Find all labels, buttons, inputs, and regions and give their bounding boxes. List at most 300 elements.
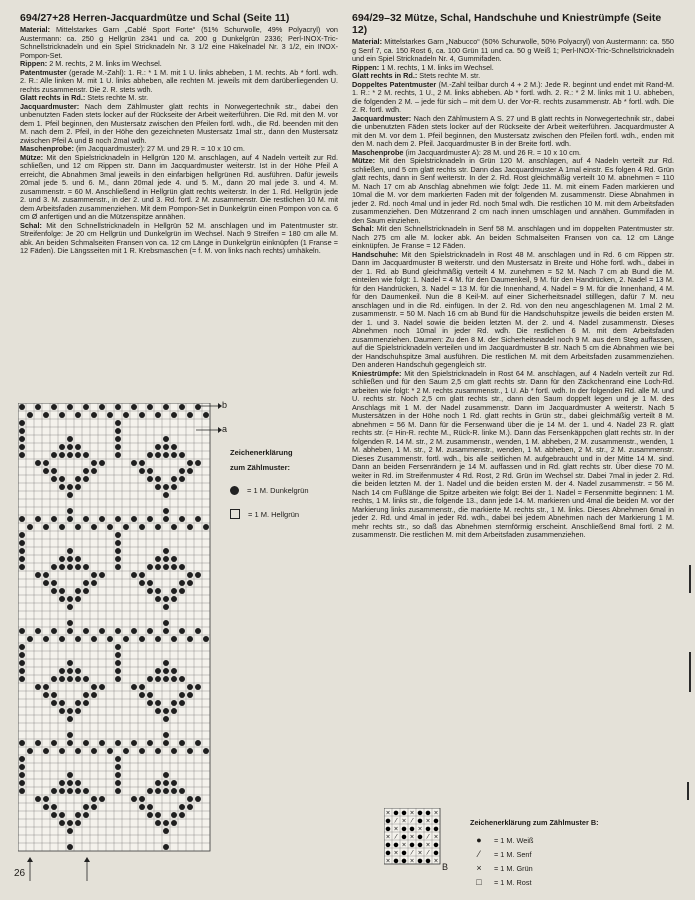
page-number: 26 [14, 868, 26, 879]
dark-stitch [35, 404, 41, 410]
legend-b-row-rost [470, 875, 660, 889]
dark-stitch [51, 628, 57, 634]
dark-stitch [155, 780, 161, 786]
dark-stitch [195, 740, 201, 746]
dark-stitch [59, 444, 65, 450]
dark-stitch [139, 412, 145, 418]
chart-b-stitch-symbol: ● [417, 809, 423, 817]
chart-b-stitch-symbol: ⁄ [395, 833, 397, 841]
dark-stitch [155, 748, 161, 754]
dark-stitch [51, 516, 57, 522]
chart-b-stitch-symbol: ● [401, 825, 407, 833]
dark-stitch [171, 564, 177, 570]
dark-stitch [115, 404, 121, 410]
dark-stitch [83, 804, 89, 810]
chart-b-stitch-symbol: ● [425, 809, 431, 817]
right-paragraph-lead: Rippen: [352, 62, 380, 72]
right-paragraph-text: Mit den Spielstricknadeln in Rost 64 M. anschlagen, auf 4 Nadeln verteilt zur Rd. schließen und für den Saum 2,5 cm glatt rechts str. Dann für den Zäckchenrand eine Loch-Rd. arbeiten wie folgt: * 2 M. rechts zusammenstr., 1 U. Ab * fortl. wdh. In der folgenden Rd. alle M. und U. rechts str. Noch 2,5 cm glatt rechts str., dann den Saum doppelt legen und je 1 M. des Anschlags mit 1 M. der Nadel zusammenstr. Dann im Jacquardmuster A weiterstr. Nach 5 Mustersätzen in der Höhe noch 1 Rd. glatt rechts in Grün str., dabei gleichmäßig verteilt 8 M. abnehmen = 56 M. Dann für die Fersenwand über die je 14 M. der 1. und 4. Nadel 23 R. glatt rechts str. (= Hin-R. rechte M., Rück-R. linke M.). Dann das Fersenkäppchen glatt rechts str. In der folgenden R. 14 M. str., 2 M. zusammenstr., wenden, 1 M. abheben, 2 M. zusammenstr., wenden, 1 M. abheben, 1 M. str., 2 M. zusammenstr., wenden, 1 M. abheben, 2 M. str., 2 M. zusammenstr. Dieses Zusammenstr. fortl. wdh., bis alle seitlichen M. aufgebraucht und in der Mitte 14 M. sind. Dann an beiden Fersenrändern je 14 M. auffassen und in Rd. glatt rechts str. Über diese 70 M. weiter in Rd. im Streifenmuster 4 Rd. Rost, 2 Rd. Grün im Wechsel str. Dabei 7mal in jeder 2. Rd. die beiden letzten M. der 1. Nadel und die beiden ersten M. der 4. Nadel zusammenstr. = 56 M. Nach 14 cm Fußlänge die Spitze arbeiten wie folgt: Bei der 1. Nadel = Fersenmitte beginnen: 1 M. rechts, 1 M. links str., die folgende 13., dann jede 14. M. markieren und 4mal die beiden M. vor der Markierung links zusammenstr., die markierte M. rechts str., 1 M. links. Dieses Abnehmen 6mal in jeder 2. Rd. und 4mal in jeder Rd. wdh., dabei bei jedem Abnehmen nach der Markierung 1 M. mehr rechts str., so daß das Abnehmen sternförmig erscheint. Anschließend 8mal fortl. 2 M. zusammenstr. Die restlichen M. mit dem Arbeitsfaden zusammenziehen. [352, 368, 674, 539]
chart-b-stitch-symbol: × [409, 833, 415, 841]
dark-stitch [195, 516, 201, 522]
chart-a-marker-b: b [222, 400, 228, 410]
dark-stitch [75, 444, 81, 450]
dark-stitch [147, 476, 153, 482]
dark-stitch [99, 740, 105, 746]
dark-stitch [131, 796, 137, 802]
left-paragraph-lead: Schal: [20, 220, 42, 230]
chart-a-row-arrows [196, 402, 222, 434]
dark-stitch [171, 788, 177, 794]
dark-stitch [107, 748, 113, 754]
right-body [352, 38, 674, 540]
dark-stitch [179, 788, 185, 794]
dark-stitch [19, 436, 25, 442]
right-paragraph [352, 38, 674, 64]
chart-b-marker: B [442, 862, 449, 872]
dark-stitch [91, 460, 97, 466]
dark-stitch [171, 780, 177, 786]
dark-stitch [19, 756, 25, 762]
dark-stitch [115, 420, 121, 426]
dark-stitch [115, 676, 121, 682]
dark-stitch [155, 588, 161, 594]
left-paragraph-lead: Rippen: [20, 59, 48, 68]
dark-stitch [43, 412, 49, 418]
chart-b-stitch-symbol: ● [417, 817, 423, 825]
dark-stitch [115, 564, 121, 570]
dark-stitch [67, 444, 73, 450]
chart-b-stitch-symbol: ● [385, 841, 391, 849]
dark-stitch [99, 684, 105, 690]
dark-stitch [27, 748, 33, 754]
dark-stitch [187, 692, 193, 698]
dark-stitch [115, 532, 121, 538]
dark-stitch [83, 676, 89, 682]
legend-b-label-gruen: = 1 M. Grün [494, 863, 533, 873]
dark-stitch [59, 812, 65, 818]
dark-stitch [75, 780, 81, 786]
dark-stitch [171, 484, 177, 490]
dark-stitch [155, 484, 161, 490]
dark-stitch [171, 412, 177, 418]
dark-stitch [131, 516, 137, 522]
dark-stitch [179, 468, 185, 474]
square-icon: □ [476, 877, 482, 887]
dark-stitch [147, 564, 153, 570]
dark-stitch [59, 700, 65, 706]
dark-stitch [147, 580, 153, 586]
dark-stitch [147, 788, 153, 794]
chart-b-stitch-symbol: × [417, 849, 423, 857]
right-paragraph [352, 370, 674, 540]
dark-stitch [51, 788, 57, 794]
dark-stitch [59, 780, 65, 786]
dark-stitch [179, 692, 185, 698]
dark-stitch [51, 404, 57, 410]
chart-b-stitch-symbol: ● [385, 825, 391, 833]
right-paragraph [352, 157, 674, 225]
dark-stitch [83, 692, 89, 698]
dark-stitch [35, 628, 41, 634]
dark-stitch [83, 404, 89, 410]
dark-stitch [163, 668, 169, 674]
dark-stitch [179, 700, 185, 706]
dark-stitch [51, 804, 57, 810]
chart-b-stitch-symbol: ● [393, 841, 399, 849]
left-paragraph-lead: Material: [20, 25, 51, 34]
dark-stitch [43, 572, 49, 578]
right-paragraph-lead: Schal: [352, 224, 374, 233]
cross-icon: × [476, 863, 482, 873]
dark-stitch [75, 452, 81, 458]
dark-stitch [163, 508, 169, 514]
dark-stitch [75, 524, 81, 530]
left-paragraph-text: 2 M. rechts, 2 M. links im Wechsel. [47, 59, 162, 68]
dark-stitch [179, 516, 185, 522]
left-paragraph-lead: Patentmuster [20, 67, 67, 77]
dark-stitch [75, 484, 81, 490]
dark-stitch [43, 796, 49, 802]
left-column [20, 12, 338, 256]
dark-stitch [147, 404, 153, 410]
dark-stitch [179, 452, 185, 458]
dark-stitch [115, 652, 121, 658]
dark-stitch [51, 692, 57, 698]
dark-stitch [155, 812, 161, 818]
dark-stitch [19, 564, 25, 570]
dark-stitch [147, 676, 153, 682]
dark-stitch [147, 468, 153, 474]
dark-stitch [83, 628, 89, 634]
dark-stitch [171, 700, 177, 706]
dark-stitch [155, 820, 161, 826]
dark-stitch [123, 524, 129, 530]
dark-stitch [91, 636, 97, 642]
dark-stitch [163, 788, 169, 794]
dark-stitch [99, 628, 105, 634]
dark-stitch [163, 740, 169, 746]
dark-stitch [75, 588, 81, 594]
legend-b-row-senf [470, 847, 660, 861]
dark-stitch [91, 804, 97, 810]
left-paragraph [20, 103, 338, 146]
dark-stitch [51, 468, 57, 474]
dark-stitch [83, 700, 89, 706]
right-paragraph-text: (M.-Zahl teilbar durch 4 + 2 M.): Jede R. beginnt und endet mit Rand-M. 1. R.: * 2 M. rechts, 1 U., 2 M. links abheben. Ab * fortl. wdh. 2. R.: * 2 M. links mit 1 U. abheben, die folgenden 2 M. – jede für sich – mit dem U. der Vor-R. rechts zusammenstr. Ab * fortl. wdh. Die 2. R. fortl. wdh. [352, 79, 674, 114]
chart-b-stitch-symbol: × [401, 817, 407, 825]
chart-b-stitch-symbol: × [417, 825, 423, 833]
legend-b-row-gruen [470, 861, 660, 875]
dark-stitch [163, 844, 169, 850]
dark-stitch [91, 796, 97, 802]
left-paragraph-text: Nach dem Zählmuster glatt rechts in Norwegertechnik str., dabei den unbenutzten Faden stets locker auf der Rückseite der Arbeit weiterführen. Die Rd. mit den M. vor dem 1. Pfeil beginnen, den Mustersatz zwischen den Pfeilen fortl. wdh., die Rd. beenden mit den M. nach dem 2. Pfeil, in der Höhe den gezeichneten Mustersatz 1mal str., dann den Mustersatz zwischen Pfeil A und B noch 2mal wdh. [20, 101, 338, 145]
chart-b-stitch-symbol: ● [433, 817, 439, 825]
dark-stitch [187, 468, 193, 474]
right-paragraph [352, 115, 674, 149]
right-paragraph [352, 251, 674, 370]
chart-b-stitch-symbol: × [433, 809, 439, 817]
dark-stitch [43, 460, 49, 466]
dark-stitch [107, 524, 113, 530]
dark-stitch [163, 716, 169, 722]
left-paragraph-text: (im Jacquardmuster): 27 M. und 29 R. = 10 x 10 cm. [73, 144, 245, 153]
chart-b-stitch-symbol: ● [425, 825, 431, 833]
dark-stitch [19, 628, 25, 634]
left-heading: 694/27+28 Herren-Jacquardmütze und Schal (Seite 11) [20, 12, 290, 24]
dark-stitch [35, 572, 41, 578]
dark-stitch [91, 524, 97, 530]
dark-stitch [155, 444, 161, 450]
dark-stitch [51, 588, 57, 594]
dark-stitch [163, 492, 169, 498]
left-paragraph-text: Mittelstarkes Garn „Cablé Sport Forte“ (51% Schurwolle, 49% Polyacryl) von Austermann: ca. 250 g Hellgrün 2341 und ca. 200 g Dunkelgrün 2336; Perl-INOX-Tric-Schnellstricknadeln und ein Spiel Stricknadeln Nr. 3 1/2 eine Häkelnadel Nr. 3 1/2, ein INOX-Pompon-Set. [20, 25, 338, 60]
dark-stitch [163, 628, 169, 634]
legend-a-title-1: Zeichenerklärung [230, 448, 293, 457]
dark-stitch [99, 572, 105, 578]
dark-stitch [19, 660, 25, 666]
right-paragraph-lead: Doppeltes Patentmuster [352, 79, 437, 89]
left-paragraph [20, 222, 338, 256]
dark-stitch [43, 468, 49, 474]
legend-a-row-dark [230, 486, 340, 495]
dark-stitch [139, 524, 145, 530]
dark-stitch [59, 524, 65, 530]
dark-stitch [179, 564, 185, 570]
dark-stitch [163, 780, 169, 786]
left-paragraph-lead: Jacquardmuster: [20, 101, 80, 111]
dark-stitch [179, 628, 185, 634]
dark-stitch [187, 804, 193, 810]
left-paragraph [20, 154, 338, 222]
right-paragraph-lead: Maschenprobe [352, 147, 404, 157]
dark-stitch [147, 588, 153, 594]
dark-stitch [59, 484, 65, 490]
dark-stitch [19, 516, 25, 522]
dark-stitch [115, 764, 121, 770]
dark-stitch [187, 412, 193, 418]
dark-stitch [19, 420, 25, 426]
dark-stitch [139, 684, 145, 690]
dark-stitch [59, 556, 65, 562]
chart-b-stitch-symbol: ● [409, 841, 415, 849]
dark-stitch [19, 556, 25, 562]
chart-b-stitch-symbol: ● [417, 841, 423, 849]
dark-stitch [59, 668, 65, 674]
right-paragraph-lead: Kniestrümpfe: [352, 368, 402, 378]
dark-stitch [115, 756, 121, 762]
dark-stitch [99, 404, 105, 410]
right-paragraph-text: 1 M. rechts, 1 M. links im Wechsel. [379, 62, 494, 72]
dark-stitch [51, 476, 57, 482]
dark-stitch [59, 636, 65, 642]
chart-b-stitch-symbol: ● [393, 857, 399, 865]
dark-stitch [75, 596, 81, 602]
dark-stitch [115, 548, 121, 554]
dark-stitch [67, 404, 73, 410]
dark-stitch [19, 772, 25, 778]
dark-stitch [67, 564, 73, 570]
dark-stitch [139, 804, 145, 810]
dark-stitch [67, 508, 73, 514]
dark-stitch [163, 676, 169, 682]
dark-stitch [139, 692, 145, 698]
dark-stitch [43, 636, 49, 642]
dark-stitch [139, 636, 145, 642]
dark-stitch [163, 436, 169, 442]
pattern-chart-a [18, 403, 218, 858]
dark-stitch [147, 692, 153, 698]
dark-stitch [75, 564, 81, 570]
left-paragraph-text: Stets rechte M. str. [85, 93, 149, 102]
dark-stitch [75, 412, 81, 418]
dark-stitch [123, 412, 129, 418]
dark-stitch [83, 516, 89, 522]
dark-stitch [35, 684, 41, 690]
chart-b-stitch-symbol: × [385, 809, 391, 817]
dark-stitch [179, 740, 185, 746]
dark-stitch [171, 636, 177, 642]
dark-stitch [147, 628, 153, 634]
dark-stitch [67, 732, 73, 738]
chart-b-stitch-symbol: ● [401, 857, 407, 865]
dark-stitch [75, 708, 81, 714]
dark-stitch [51, 580, 57, 586]
chart-b-stitch-symbol: ● [409, 825, 415, 833]
dark-stitch [147, 812, 153, 818]
legend-a-row-light [230, 509, 340, 519]
dark-stitch [195, 628, 201, 634]
chart-b-stitch-symbol: × [401, 841, 407, 849]
chart-b-stitch-symbol: ● [433, 841, 439, 849]
chart-b-stitch-symbol: × [393, 849, 399, 857]
dark-stitch [171, 596, 177, 602]
chart-b-stitch-symbol: ⁄ [395, 817, 397, 825]
binding-mark [687, 782, 689, 800]
chart-b-stitch-symbol: × [393, 825, 399, 833]
right-paragraph-lead: Material: [352, 37, 383, 46]
dark-stitch [115, 452, 121, 458]
dark-stitch [19, 540, 25, 546]
dark-stitch [155, 412, 161, 418]
dark-stitch [187, 572, 193, 578]
dark-stitch [75, 748, 81, 754]
dark-stitch [75, 636, 81, 642]
dark-stitch [187, 636, 193, 642]
dark-stitch [179, 580, 185, 586]
dark-stitch [139, 460, 145, 466]
dark-stitch [171, 556, 177, 562]
dark-stitch [51, 700, 57, 706]
dark-stitch [155, 476, 161, 482]
dark-stitch [67, 436, 73, 442]
dark-stitch [67, 548, 73, 554]
dark-stitch [83, 452, 89, 458]
pattern-chart-b [384, 808, 444, 870]
dark-stitch [139, 748, 145, 754]
dark-stitch [27, 636, 33, 642]
dark-stitch [179, 676, 185, 682]
dark-stitch [59, 676, 65, 682]
dark-stitch [147, 700, 153, 706]
chart-b-stitch-symbol: ● [385, 849, 391, 857]
dark-stitch [155, 788, 161, 794]
dark-stitch [83, 588, 89, 594]
chart-b-stitch-symbol: ⁄ [411, 849, 413, 857]
dark-stitch [171, 820, 177, 826]
dark-stitch [19, 668, 25, 674]
left-paragraph-text: (gerade M.-Zahl): 1. R.: * 1 M. mit 1 U. links abheben, 1 M. rechts. Ab * fortl. wdh. 2. R.: Alle linken M. mit 1 U. links abheben, alle rechten M. jeweils mit dem darüberliegenden U. rechts zusammenstr. Die 2. R. stets wdh. [20, 67, 338, 94]
dark-stitch [179, 588, 185, 594]
dark-stitch [115, 772, 121, 778]
chart-b-stitch-symbol: ● [417, 833, 423, 841]
dark-stitch [115, 540, 121, 546]
dark-stitch [83, 476, 89, 482]
chart-b-stitch-symbol: ⁄ [411, 817, 413, 825]
dark-stitch [35, 796, 41, 802]
dark-stitch [91, 748, 97, 754]
dark-stitch [19, 644, 25, 650]
dark-stitch [147, 740, 153, 746]
dark-stitch [179, 812, 185, 818]
right-paragraph-text: Mit den Schnellstricknadeln in Senf 58 M. anschlagen und im doppelten Patentmuster str. Nach 275 cm alle M. locker abk. An beiden Schmalseiten Fransen von ca. 12 cm Länge einknüpfen. Je Franse = 12 Fäden. [352, 224, 674, 250]
dark-stitch [163, 444, 169, 450]
dark-stitch [147, 516, 153, 522]
dark-stitch [131, 740, 137, 746]
dark-stitch [187, 684, 193, 690]
dark-stitch [19, 788, 25, 794]
dark-stitch [139, 796, 145, 802]
dark-stitch [115, 740, 121, 746]
dark-stitch [67, 620, 73, 626]
dark-stitch [171, 444, 177, 450]
dark-stitch [195, 572, 201, 578]
right-paragraph [352, 81, 674, 115]
chart-b-stitch-symbol: ⁄ [427, 849, 429, 857]
dark-stitch [115, 436, 121, 442]
dark-stitch [67, 492, 73, 498]
dark-stitch [67, 780, 73, 786]
dark-stitch [203, 636, 209, 642]
dark-stitch [59, 788, 65, 794]
dark-stitch [107, 636, 113, 642]
dark-stitch [163, 404, 169, 410]
dark-stitch [155, 668, 161, 674]
dark-stitch [27, 524, 33, 530]
dark-stitch [139, 572, 145, 578]
dark-stitch [131, 572, 137, 578]
left-paragraph [20, 69, 338, 95]
right-paragraph-text: (im Jacquardmuster A): 28 M. und 26 R. = 10 x 10 cm. [403, 147, 581, 157]
dark-stitch [35, 516, 41, 522]
dark-stitch [19, 404, 25, 410]
dark-stitch [83, 564, 89, 570]
dark-stitch [147, 452, 153, 458]
dark-stitch [171, 476, 177, 482]
dark-stitch [67, 604, 73, 610]
right-paragraph-lead: Jacquardmuster: [352, 113, 412, 123]
dark-stitch [155, 708, 161, 714]
right-paragraph-lead: Mütze: [352, 156, 376, 165]
dark-stitch [139, 580, 145, 586]
right-paragraph-text: Nach den Zählmustern A S. 27 und B glatt rechts in Norwegertechnik str., dabei die unbenutzten Fäden stets locker auf der Rückseite der Arbeit weiterführen. Jacquardmuster A mit den M. vor dem 1. Pfeil beginnen, den Mustersatz zwischen den Pfeilen fortl. wdh., enden mit den M. nach dem 2. Pfeil. Jacquardmuster B in der Breite fortl. wdh. [352, 113, 674, 148]
dark-stitch [123, 636, 129, 642]
right-paragraph-text: Stets rechte M. str. [417, 71, 481, 80]
dark-stitch [163, 708, 169, 714]
dark-stitch [115, 660, 121, 666]
chart-b-stitch-symbol: × [425, 841, 431, 849]
chart-b-stitch-symbol: × [425, 817, 431, 825]
dark-stitch [115, 628, 121, 634]
dark-stitch [19, 444, 25, 450]
